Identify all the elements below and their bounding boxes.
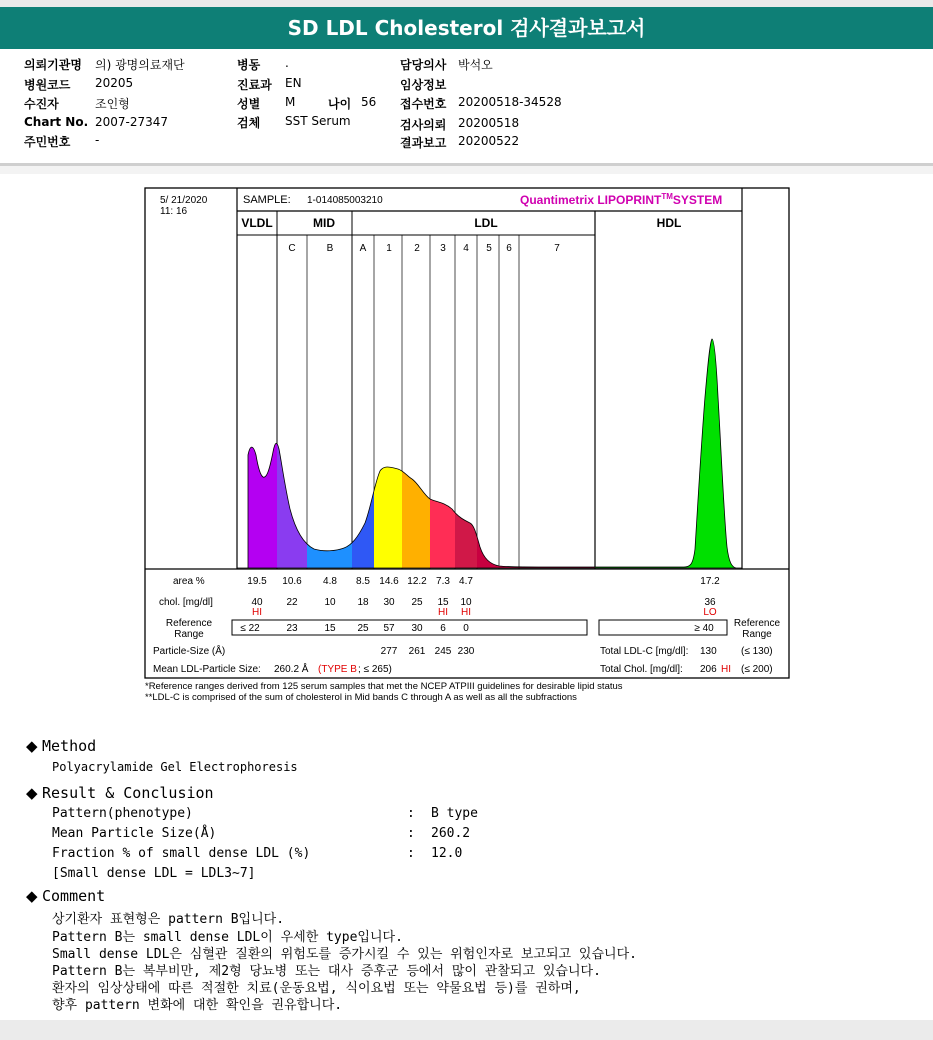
ref-1: 57	[383, 623, 395, 634]
mean-ldl-value: 260.2 Å	[274, 664, 309, 675]
ref-b: 15	[324, 623, 336, 634]
group-mid: MID	[313, 216, 335, 230]
sex-value: M	[285, 95, 296, 109]
group-vldl: VLDL	[241, 216, 273, 230]
comment-heading	[26, 887, 105, 905]
resident-no-label: 주민번호	[24, 135, 71, 149]
chol-hdl: 36	[704, 597, 716, 608]
ref-2: 30	[411, 623, 423, 634]
chart-no-label: Chart No.	[24, 115, 89, 129]
institution-value: 의) 광명의료재단	[95, 58, 185, 72]
chol-4: 10	[460, 597, 472, 608]
doctor-value: 박석오	[458, 58, 493, 72]
area-label: area %	[173, 576, 205, 587]
age-value: 56	[361, 95, 377, 109]
resident-no-value: -	[95, 133, 100, 147]
band-7: 7	[554, 243, 560, 254]
area-4: 4.7	[459, 576, 473, 587]
chol-2: 25	[411, 597, 423, 608]
band-3: 3	[440, 243, 446, 254]
band-1: 1	[386, 243, 392, 254]
total-ldl-label: Total LDL-C [mg/dl]:	[600, 646, 689, 657]
comment-line: Small dense LDL은 심혈관 질환의 위험도를 증가시킬 수 있는 위험인자로 보고되고 있습니다.	[52, 947, 637, 962]
report-title: SD LDL Cholesterol 검사결과보고서	[0, 7, 933, 49]
particle-3: 245	[434, 646, 452, 657]
clinical-info-label: 임상정보	[400, 78, 447, 92]
top-strip	[0, 0, 933, 7]
bottom-strip	[0, 1020, 933, 1040]
area-c: 10.6	[282, 576, 302, 587]
total-chol-flag: HI	[721, 664, 731, 675]
chol-1: 30	[383, 597, 395, 608]
band-6: 6	[506, 243, 512, 254]
total-chol-value: 206	[700, 664, 717, 675]
hospital-code-label: 병원코드	[24, 78, 71, 92]
comment-line: 환자의 임상상태에 따른 적절한 치료(운동요법, 식이요법 또는 약물요법 등)를 권하며,	[52, 981, 581, 996]
band-c: C	[288, 243, 296, 254]
sample-label: SAMPLE:	[243, 194, 291, 206]
method-text: Polyacrylamide Gel Electrophoresis	[52, 760, 298, 774]
lipoprint-report	[144, 187, 792, 707]
fraction-label: Fraction % of small dense LDL (%)	[52, 846, 311, 861]
result-heading	[26, 784, 214, 802]
mean-size-value: 260.2	[431, 826, 471, 841]
run-time: 11: 16	[160, 206, 188, 217]
chol-label: chol. [mg/dl]	[159, 597, 213, 608]
flag-4: HI	[461, 607, 471, 618]
comment-title: Comment	[42, 887, 106, 905]
run-date: 5/ 21/2020	[160, 195, 208, 206]
band-4: 4	[463, 243, 469, 254]
method-title: Method	[42, 737, 97, 755]
patient-value: 조인형	[95, 97, 130, 111]
area-hdl: 17.2	[700, 576, 720, 587]
patient-info-panel	[0, 52, 933, 164]
total-chol-limit: (≤ 200)	[741, 664, 773, 675]
particle-4: 230	[457, 646, 475, 657]
area-2: 12.2	[407, 576, 427, 587]
band-a: A	[359, 243, 367, 254]
pattern-label: Pattern(phenotype)	[52, 806, 193, 821]
specimen-value: SST Serum	[285, 114, 351, 128]
chol-3: 15	[437, 597, 449, 608]
mean-ldl-type: (TYPE B	[318, 664, 357, 675]
fraction-value: 12.0	[431, 846, 463, 861]
total-ldl-value: 130	[700, 646, 717, 657]
ref-hdl: ≥ 40	[694, 623, 714, 634]
area-b: 4.8	[323, 576, 337, 587]
chol-vldl: 40	[251, 597, 263, 608]
footnote-reference: *Reference ranges derived from 125 serum samples that met the NCEP ATPIII guidelines for desirable lipid status	[145, 681, 623, 692]
band-b: B	[326, 243, 334, 254]
report-date-value: 20200522	[458, 134, 520, 148]
chart-no-value: 2007-27347	[95, 115, 169, 129]
pattern-colon: :	[407, 806, 415, 821]
comment-line: 상기환자 표현형은 pattern B입니다.	[52, 912, 285, 927]
area-vldl: 19.5	[247, 576, 267, 587]
receipt-no-value: 20200518-34528	[458, 95, 562, 109]
reference-label: Reference	[165, 618, 213, 629]
sample-id: 1-014085003210	[307, 195, 383, 206]
total-ldl-limit: (≤ 130)	[741, 646, 773, 657]
mean-ldl-label: Mean LDL-Particle Size:	[153, 664, 261, 675]
ward-value: .	[285, 56, 289, 70]
area-3: 7.3	[436, 576, 450, 587]
dept-label: 진료과	[237, 78, 272, 92]
range-label-right: Range	[742, 629, 772, 640]
diamond-icon: ◆	[26, 737, 38, 755]
ref-4: 0	[463, 623, 469, 634]
ref-3: 6	[440, 623, 446, 634]
area-1: 14.6	[379, 576, 399, 587]
mean-size-colon: :	[407, 826, 415, 841]
result-title: Result & Conclusion	[42, 784, 214, 802]
particle-1: 277	[380, 646, 398, 657]
sex-label: 성별	[237, 97, 261, 111]
reference-label-right: Reference	[733, 618, 781, 629]
ref-a: 25	[357, 623, 369, 634]
doctor-label: 담당의사	[400, 58, 447, 72]
hospital-code-value: 20205	[95, 76, 134, 90]
comment-line: 향후 pattern 변화에 대한 확인을 권유합니다.	[52, 998, 343, 1013]
ward-label: 병동	[237, 58, 261, 72]
area-a: 8.5	[356, 576, 370, 587]
band-2: 2	[414, 243, 420, 254]
comment-line: Pattern B는 small dense LDL이 우세한 type입니다.	[52, 930, 403, 945]
divider-shadow	[0, 166, 933, 174]
pattern-value: B type	[431, 806, 478, 821]
chol-a: 18	[357, 597, 369, 608]
receipt-no-label: 접수번호	[400, 97, 447, 111]
mean-size-label: Mean Particle Size(Å)	[52, 826, 217, 841]
patient-label: 수진자	[24, 97, 59, 111]
method-heading	[26, 737, 96, 755]
ref-vldl: ≤ 22	[240, 623, 260, 634]
specimen-label: 검체	[237, 116, 261, 130]
diamond-icon: ◆	[26, 784, 38, 802]
group-ldl: LDL	[474, 216, 498, 230]
band-5: 5	[486, 243, 492, 254]
request-date-value: 20200518	[458, 116, 520, 130]
chol-c: 22	[286, 597, 298, 608]
chol-b: 10	[324, 597, 336, 608]
flag-hdl: LO	[703, 607, 717, 618]
ref-c: 23	[286, 623, 298, 634]
group-hdl: HDL	[656, 216, 682, 230]
report-date-label: 결과보고	[400, 136, 447, 150]
fraction-colon: :	[407, 846, 415, 861]
particle-2: 261	[408, 646, 426, 657]
request-date-label: 검사의뢰	[400, 118, 447, 132]
particle-label: Particle-Size (Å)	[153, 646, 226, 657]
total-chol-label: Total Chol. [mg/dl]:	[600, 664, 683, 675]
diamond-icon: ◆	[26, 887, 38, 905]
age-label: 나이	[328, 97, 352, 111]
range-label: Range	[174, 629, 204, 640]
brand-name: Quantimetrix LIPOPRINT™SYSTEM	[520, 192, 723, 207]
footnote-ldl: **LDL-C is comprised of the sum of cholesterol in Mid bands C through A as well as all the subfractions	[145, 692, 577, 703]
sdldl-note: [Small dense LDL = LDL3~7]	[52, 866, 256, 881]
dept-value: EN	[285, 76, 302, 90]
flag-3: HI	[438, 607, 448, 618]
comment-line: Pattern B는 복부비만, 제2형 당뇨병 또는 대사 증후군 등에서 많이 관찰되고 있습니다.	[52, 964, 601, 979]
institution-label: 의뢰기관명	[24, 58, 82, 72]
flag-vldl: HI	[252, 607, 262, 618]
mean-ldl-limit: ; ≤ 265)	[358, 664, 392, 675]
